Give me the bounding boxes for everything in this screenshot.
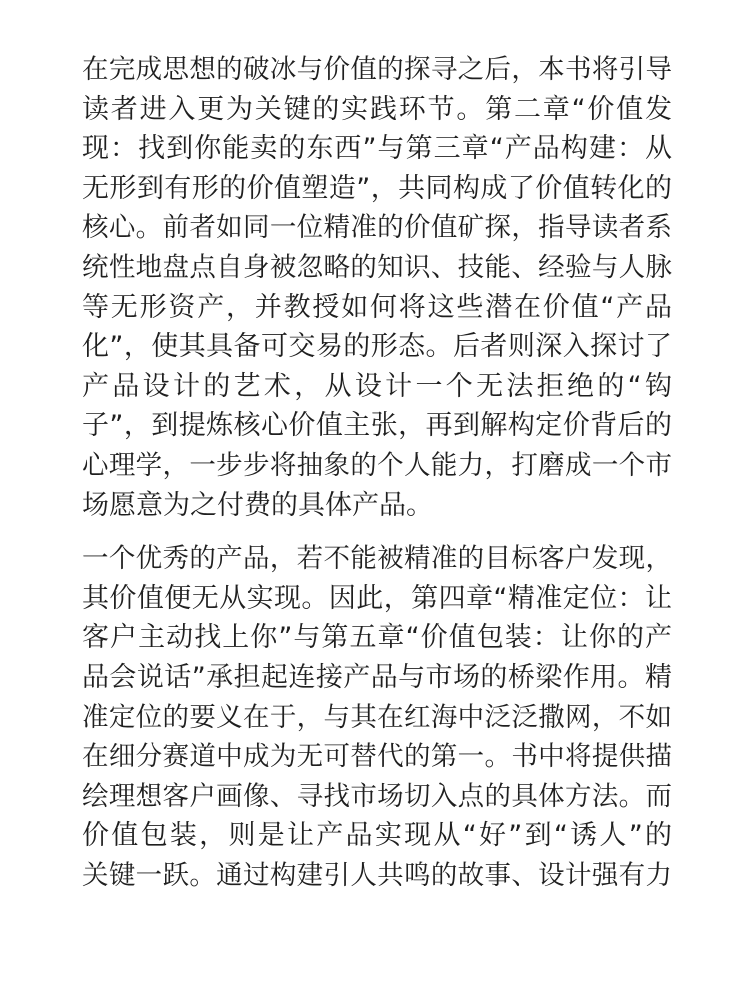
text-line: 品会说话”承担起连接产品与市场的桥梁作用。精 [82,661,672,693]
text-line: 产品设计的艺术，从设计一个无法拒绝的“钩 [82,370,672,402]
text-line: 等无形资产，并教授如何将这些潜在价值“产品 [82,291,672,323]
text-line: 价值包装，则是让产品实现从“好”到“诱人”的 [82,820,672,852]
text-line: 化”，使其具备可交易的形态。后者则深入探讨了 [82,331,672,363]
text-line: 核心。前者如同一位精准的价值矿探，指导读者系 [82,212,672,244]
text-line: 准定位的要义在于，与其在红海中泛泛撒网，不如 [82,701,672,733]
body-text [82,50,672,895]
text-line: 一个优秀的产品，若不能被精准的目标客户发现， [82,543,672,575]
text-line: 在完成思想的破冰与价值的探寻之后，本书将引导 [82,54,672,85]
text-line: 在细分赛道中成为无可替代的第一。书中将提供描 [82,741,672,773]
text-line: 子”，到提炼核心价值主张，再到解构定价背后的 [82,410,672,442]
paragraph-1 [82,50,672,525]
text-line: 统性地盘点自身被忽略的知识、技能、经验与人脉 [82,251,672,283]
text-line: 无形到有形的价值塑造”，共同构成了价值转化的 [82,172,672,204]
text-line: 现：找到你能卖的东西”与第三章“产品构建：从 [82,133,672,165]
text-line: 心理学，一步步将抽象的个人能力，打磨成一个市 [82,449,672,481]
text-line: 关键一跃。通过构建引人共鸣的故事、设计强有力 [82,859,672,891]
text-line: 场愿意为之付费的具体产品。 [82,489,433,521]
text-line: 绘理想客户画像、寻找市场切入点的具体方法。而 [82,780,672,812]
paragraph-2 [82,539,672,895]
text-line: 客户主动找上你”与第五章“价值包装：让你的产 [82,622,672,654]
text-line: 其价值便无从实现。因此，第四章“精准定位：让 [82,582,672,614]
text-line: 读者进入更为关键的实践环节。第二章“价值发 [82,93,672,125]
